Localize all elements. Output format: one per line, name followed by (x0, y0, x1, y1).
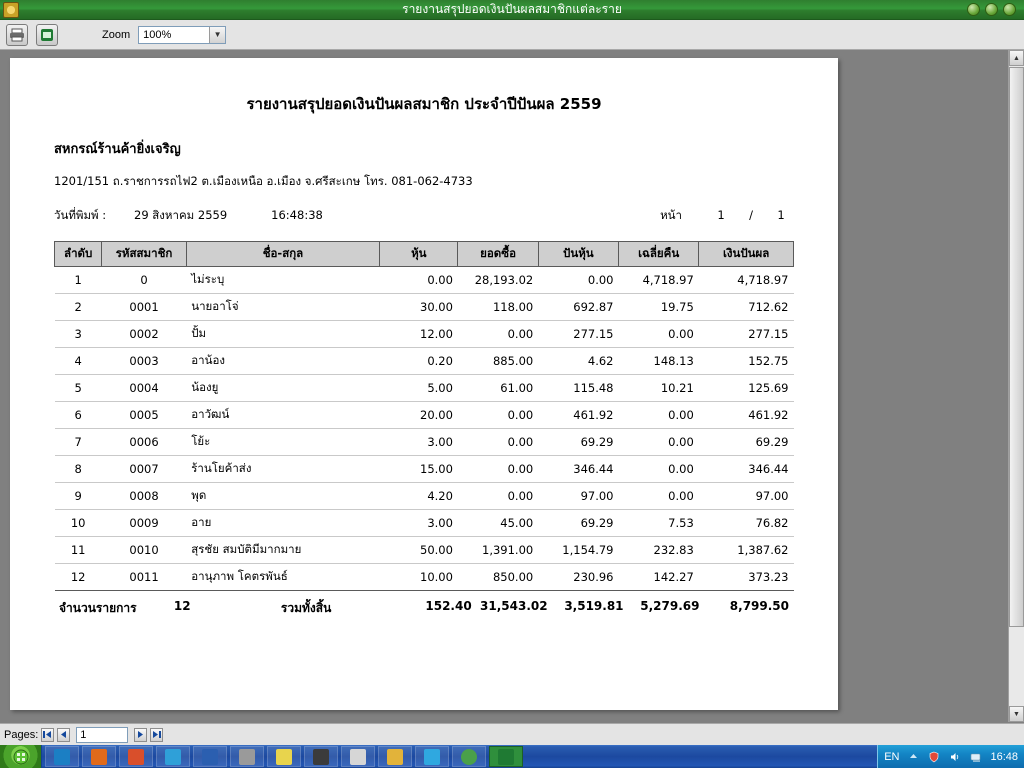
cell-code: 0008 (102, 483, 186, 510)
table-row[interactable] (55, 375, 794, 402)
cell-rebate: 0.00 (619, 402, 699, 429)
column-header-name: ชื่อ-สกุล (186, 242, 379, 267)
page-number-input[interactable] (76, 727, 128, 743)
title-bar (0, 0, 1024, 20)
chevron-up-icon[interactable] (906, 750, 920, 764)
cell-total: 125.69 (699, 375, 794, 402)
cell-code: 0005 (102, 402, 186, 429)
taskbar-item-record[interactable] (304, 746, 338, 767)
network-icon[interactable] (969, 750, 983, 764)
cell-rebate: 142.27 (619, 564, 699, 591)
page-info (660, 207, 794, 225)
cell-total: 97.00 (699, 483, 794, 510)
cell-share: 12.00 (380, 321, 458, 348)
page-total: 1 (777, 208, 785, 222)
report-viewport[interactable] (0, 50, 1024, 723)
cell-total: 277.15 (699, 321, 794, 348)
table-row[interactable] (55, 348, 794, 375)
table-row[interactable] (55, 510, 794, 537)
cell-name: อาวัฒน์ (186, 402, 379, 429)
cell-div-share: 69.29 (538, 429, 618, 456)
cell-rebate: 0.00 (619, 456, 699, 483)
cell-div-share: 230.96 (538, 564, 618, 591)
summary-count-label: จำนวนรายการ (59, 601, 137, 615)
column-header-code: รหัสสมาชิก (102, 242, 186, 267)
cell-code: 0004 (102, 375, 186, 402)
cell-no: 1 (55, 267, 102, 294)
report-page (10, 58, 838, 710)
print-icon[interactable] (6, 24, 28, 46)
cell-share: 30.00 (380, 294, 458, 321)
taskbar-item-chat[interactable] (415, 746, 449, 767)
cell-buy: 61.00 (458, 375, 538, 402)
maximize-button[interactable] (985, 3, 998, 16)
cell-share: 0.20 (380, 348, 458, 375)
cell-div-share: 461.92 (538, 402, 618, 429)
cell-total: 461.92 (699, 402, 794, 429)
start-button[interactable] (0, 745, 42, 768)
column-header-no: ลำดับ (55, 242, 102, 267)
cell-rebate: 4,718.97 (619, 267, 699, 294)
clock[interactable]: 16:48 (990, 750, 1018, 763)
pages-bar (0, 723, 1024, 745)
page-label: หน้า (660, 208, 682, 222)
cell-div-share: 97.00 (538, 483, 618, 510)
scrollbar-thumb[interactable] (1009, 67, 1024, 627)
organization-address: 1201/151 ถ.ราชการรถไฟ2 ต.เมืองเหนือ อ.เมือง จ.ศรีสะเกษ โทร. 081-062-4733 (54, 174, 473, 188)
cell-buy: 28,193.02 (458, 267, 538, 294)
cell-div-share: 115.48 (538, 375, 618, 402)
vertical-scrollbar[interactable] (1008, 50, 1024, 722)
minimize-button[interactable] (967, 3, 980, 16)
scroll-down-button[interactable]: ▼ (1009, 706, 1024, 722)
cell-name: นายอาโจ่ (186, 294, 379, 321)
cell-total: 4,718.97 (699, 267, 794, 294)
cell-code: 0009 (102, 510, 186, 537)
summary-share: 152.40 (425, 599, 472, 613)
table-body (55, 267, 794, 591)
cell-buy: 0.00 (458, 402, 538, 429)
chevron-down-icon[interactable]: ▼ (209, 27, 225, 43)
cell-rebate: 0.00 (619, 429, 699, 456)
table-row[interactable] (55, 402, 794, 429)
cell-share: 15.00 (380, 456, 458, 483)
export-icon[interactable] (36, 24, 58, 46)
cell-no: 9 (55, 483, 102, 510)
zoom-value: 100% (143, 28, 172, 41)
report-title: รายงานสรุปยอดเงินปันผลสมาชิก ประจำปีปันผล 2559 (246, 95, 602, 113)
cell-share: 0.00 (380, 267, 458, 294)
close-button[interactable] (1003, 3, 1016, 16)
cell-div-share: 692.87 (538, 294, 618, 321)
cell-no: 7 (55, 429, 102, 456)
window-title: รายงานสรุปยอดเงินปันผลสมาชิกแต่ละราย (402, 2, 622, 16)
taskbar-item-marker[interactable] (267, 746, 301, 767)
cell-no: 2 (55, 294, 102, 321)
column-header-rebate: เฉลี่ยคืน (619, 242, 699, 267)
cell-buy: 0.00 (458, 483, 538, 510)
cell-rebate: 19.75 (619, 294, 699, 321)
table-header-row (55, 242, 794, 267)
taskbar-item-report[interactable] (489, 746, 523, 767)
cell-code: 0007 (102, 456, 186, 483)
cell-no: 11 (55, 537, 102, 564)
cell-no: 12 (55, 564, 102, 591)
table-row[interactable] (55, 537, 794, 564)
prev-page-icon[interactable] (57, 728, 70, 742)
cell-code: 0003 (102, 348, 186, 375)
print-time-value: 16:48:38 (271, 208, 323, 222)
cell-name: อาน้อง (186, 348, 379, 375)
cell-code: 0011 (102, 564, 186, 591)
cell-name: ไม่ระบุ (186, 267, 379, 294)
summary-row (54, 599, 794, 618)
page-current: 1 (717, 208, 725, 222)
cell-name: สุรชัย สมบัติมีมากมาย (186, 537, 379, 564)
cell-name: ปั้ม (186, 321, 379, 348)
taskbar-item-word[interactable] (193, 746, 227, 767)
security-icon[interactable] (927, 750, 941, 764)
summary-count-value: 12 (173, 599, 191, 613)
cell-no: 4 (55, 348, 102, 375)
table-row[interactable] (55, 456, 794, 483)
cell-buy: 0.00 (458, 429, 538, 456)
zoom-select[interactable] (138, 26, 226, 44)
cell-total: 1,387.62 (699, 537, 794, 564)
taskbar-item-chrome[interactable] (452, 746, 486, 767)
cell-div-share: 277.15 (538, 321, 618, 348)
summary-div-share: 3,519.81 (564, 599, 624, 613)
column-header-div-share: ปันหุ้น (538, 242, 618, 267)
cell-name: น้องยู (186, 375, 379, 402)
summary-rebate: 5,279.69 (640, 599, 700, 613)
summary-buy: 31,543.02 (480, 599, 548, 613)
cell-share: 3.00 (380, 510, 458, 537)
table-row[interactable] (55, 483, 794, 510)
cell-div-share: 1,154.79 (538, 537, 618, 564)
cell-share: 4.20 (380, 483, 458, 510)
first-page-icon[interactable] (41, 728, 54, 742)
cell-code: 0002 (102, 321, 186, 348)
cell-name: อาย (186, 510, 379, 537)
page-number-value: 1 (80, 728, 87, 741)
report-table (54, 241, 794, 591)
cell-no: 5 (55, 375, 102, 402)
page-separator: / (749, 208, 753, 222)
cell-total: 712.62 (699, 294, 794, 321)
cell-no: 8 (55, 456, 102, 483)
cell-total: 346.44 (699, 456, 794, 483)
cell-buy: 0.00 (458, 456, 538, 483)
taskbar-item-notes[interactable] (341, 746, 375, 767)
cell-buy: 1,391.00 (458, 537, 538, 564)
cell-name: พุด (186, 483, 379, 510)
taskbar-item-explorer[interactable] (378, 746, 412, 767)
summary-total-label: รวมทั้งสิ้น (280, 601, 332, 615)
print-date-label: วันที่พิมพ์ : (54, 208, 107, 222)
pages-label: Pages: (4, 728, 39, 741)
cell-no: 6 (55, 402, 102, 429)
zoom-label: Zoom (102, 28, 131, 41)
cell-buy: 885.00 (458, 348, 538, 375)
taskbar-item-photos[interactable] (156, 746, 190, 767)
column-header-share: หุ้น (380, 242, 458, 267)
next-page-icon[interactable] (134, 728, 147, 742)
taskbar-item-browser[interactable] (45, 746, 79, 767)
cell-no: 3 (55, 321, 102, 348)
cell-name: ร้านโยค้าส่ง (186, 456, 379, 483)
scroll-up-button[interactable]: ▲ (1009, 50, 1024, 66)
table-row[interactable] (55, 294, 794, 321)
cell-div-share: 0.00 (538, 267, 618, 294)
cell-total: 152.75 (699, 348, 794, 375)
table-row[interactable] (55, 321, 794, 348)
cell-name: อานุภาพ โคตรพันธ์ (186, 564, 379, 591)
organization-name: สหกรณ์ร้านค้ายิ่งเจริญ (54, 142, 181, 157)
window-controls (967, 3, 1024, 16)
cell-rebate: 232.83 (619, 537, 699, 564)
print-info-row (54, 207, 794, 225)
cell-div-share: 346.44 (538, 456, 618, 483)
cell-rebate: 148.13 (619, 348, 699, 375)
table-row[interactable] (55, 564, 794, 591)
last-page-icon[interactable] (150, 728, 163, 742)
cell-name: โย้ะ (186, 429, 379, 456)
cell-rebate: 0.00 (619, 321, 699, 348)
cell-share: 20.00 (380, 402, 458, 429)
cell-total: 69.29 (699, 429, 794, 456)
cell-share: 3.00 (380, 429, 458, 456)
cell-div-share: 69.29 (538, 510, 618, 537)
taskbar-item-media[interactable] (82, 746, 116, 767)
taskbar-item-player[interactable] (119, 746, 153, 767)
column-header-total: เงินปันผล (699, 242, 794, 267)
cell-rebate: 7.53 (619, 510, 699, 537)
taskbar-item-game[interactable] (230, 746, 264, 767)
cell-code: 0 (102, 267, 186, 294)
cell-share: 50.00 (380, 537, 458, 564)
cell-rebate: 10.21 (619, 375, 699, 402)
cell-share: 10.00 (380, 564, 458, 591)
cell-buy: 45.00 (458, 510, 538, 537)
language-indicator[interactable]: EN (884, 750, 900, 763)
system-tray (877, 745, 1024, 768)
cell-no: 10 (55, 510, 102, 537)
volume-icon[interactable] (948, 750, 962, 764)
cell-div-share: 4.62 (538, 348, 618, 375)
column-header-buy: ยอดซื้อ (458, 242, 538, 267)
cell-rebate: 0.00 (619, 483, 699, 510)
cell-buy: 0.00 (458, 321, 538, 348)
cell-buy: 118.00 (458, 294, 538, 321)
cell-total: 76.82 (699, 510, 794, 537)
cell-code: 0010 (102, 537, 186, 564)
cell-total: 373.23 (699, 564, 794, 591)
toolbar (0, 20, 1024, 50)
cell-share: 5.00 (380, 375, 458, 402)
print-date-value: 29 สิงหาคม 2559 (134, 208, 228, 222)
taskbar (0, 745, 1024, 768)
cell-code: 0006 (102, 429, 186, 456)
cell-code: 0001 (102, 294, 186, 321)
cell-buy: 850.00 (458, 564, 538, 591)
table-row[interactable] (55, 267, 794, 294)
summary-total: 8,799.50 (729, 599, 789, 613)
table-row[interactable] (55, 429, 794, 456)
